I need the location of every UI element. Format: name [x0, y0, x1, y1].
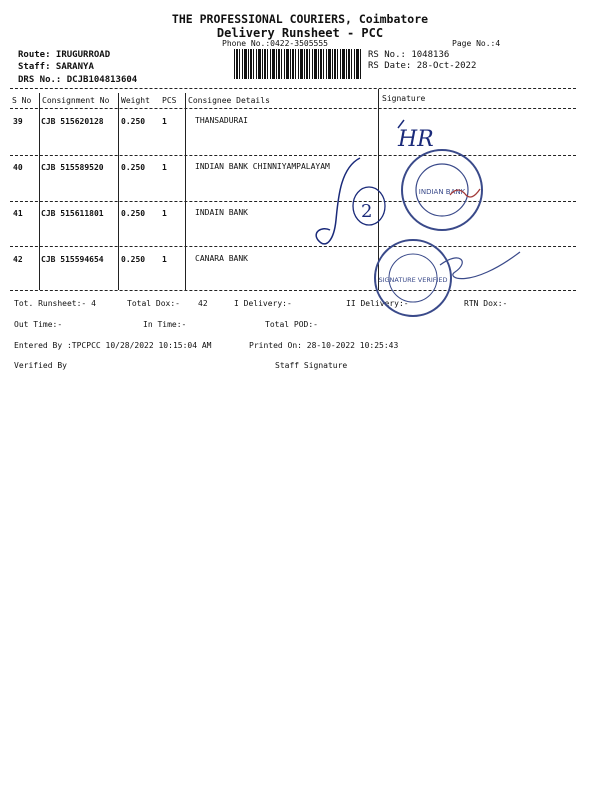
col-pcs: PCS	[162, 96, 177, 105]
svg-text:INDIAN BANK: INDIAN BANK	[418, 188, 466, 196]
drs-number: DRS No.: DCJB104813604	[18, 75, 138, 85]
row-consignment: CJB 515594654	[41, 255, 104, 264]
row-sno: 40	[13, 163, 23, 172]
entered-by: Entered By :TPCPCC 10/28/2022 10:15:04 AM	[14, 341, 212, 350]
printed-on: Printed On: 28-10-2022 10:25:43	[249, 341, 399, 350]
row-pcs: 1	[162, 117, 167, 126]
row-consignee: INDAIN BANK	[195, 208, 248, 217]
col-consignee: Consignee Details	[188, 96, 270, 105]
row-consignee: INDIAN BANK CHINNIYAMPALAYAM	[195, 162, 330, 171]
total-dox-label: Total Dox:-	[127, 299, 180, 308]
handwritten-signature	[316, 158, 385, 244]
i-delivery: I Delivery:-	[234, 299, 292, 308]
in-time: In Time:-	[143, 320, 187, 329]
staff: Staff: SARANYA	[18, 62, 94, 72]
out-time: Out Time:-	[14, 320, 63, 329]
row-consignment: CJB 515620128	[41, 117, 104, 126]
row-weight: 0.250	[121, 255, 146, 264]
staff-signature: Staff Signature	[275, 361, 348, 370]
row-consignee: CANARA BANK	[195, 254, 248, 263]
col-signature: Signature	[382, 94, 426, 103]
page-number: Page No.:4	[452, 39, 501, 48]
ii-delivery: II Delivery:-	[346, 299, 409, 308]
svg-text:SIGNATURE VERIFIED: SIGNATURE VERIFIED	[378, 276, 448, 284]
row-sno: 41	[13, 209, 23, 218]
row-consignment: CJB 515589520	[41, 163, 104, 172]
phone-number: Phone No.:0422-3505555	[222, 39, 328, 48]
svg-text:HR: HR	[398, 127, 434, 152]
total-pod: Total POD:-	[265, 320, 318, 329]
company-name: THE PROFESSIONAL COURIERS, Coimbatore	[171, 12, 429, 26]
total-dox-value: 42	[198, 299, 208, 308]
handwritten-initials	[397, 120, 434, 152]
verified-by: Verified By	[14, 361, 67, 370]
indian-bank-stamp	[402, 150, 482, 230]
rs-date: RS Date: 28-Oct-2022	[368, 61, 477, 71]
row-sno: 42	[13, 255, 23, 264]
col-sno: S No	[12, 96, 32, 105]
row-consignment: CJB 515611801	[41, 209, 104, 218]
tot-runsheet: Tot. Runsheet:- 4	[14, 299, 96, 308]
document-title: Delivery Runsheet - PCC	[216, 26, 384, 40]
rtn-dox: RTN Dox:-	[464, 299, 508, 308]
row-weight: 0.250	[121, 163, 146, 172]
rs-number: RS No.: 1048136	[368, 50, 450, 60]
col-consignment: Consignment No	[42, 96, 110, 105]
row-consignee: THANSADURAI	[195, 116, 248, 125]
route: Route: IRUGURROAD	[18, 50, 111, 60]
row-pcs: 1	[162, 163, 167, 172]
col-weight: Weight	[121, 96, 150, 105]
signature-verified-stamp	[375, 240, 520, 316]
row-weight: 0.250	[121, 117, 146, 126]
row-sno: 39	[13, 117, 23, 126]
row-pcs: 1	[162, 209, 167, 218]
row-weight: 0.250	[121, 209, 146, 218]
svg-text:2: 2	[361, 201, 373, 222]
row-pcs: 1	[162, 255, 167, 264]
